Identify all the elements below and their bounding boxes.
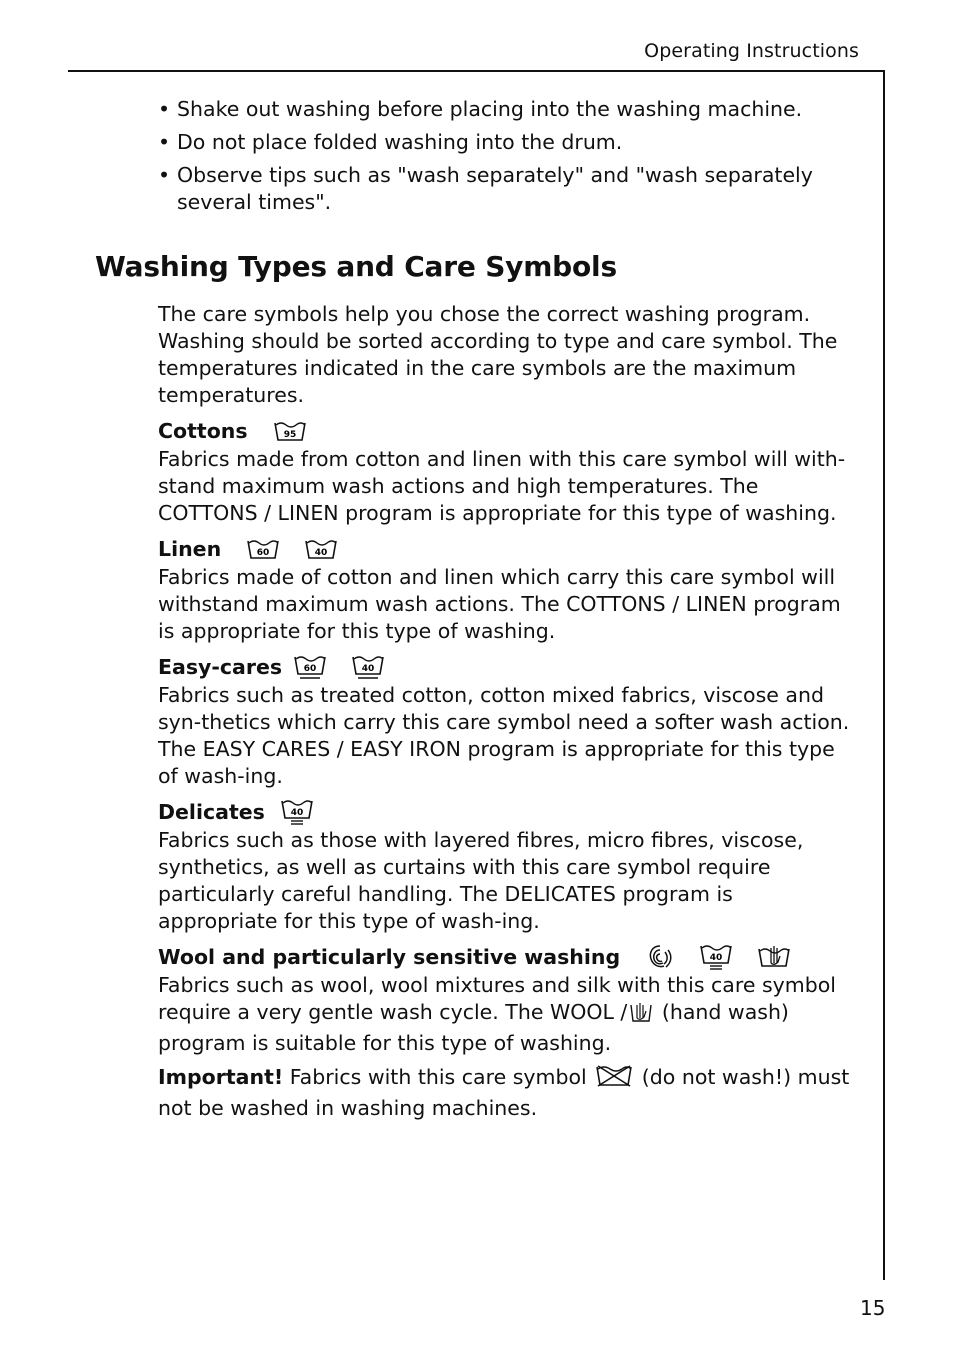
hand-wash-icon — [758, 944, 790, 970]
svg-text:95: 95 — [283, 430, 296, 440]
header-rule — [68, 70, 885, 72]
wash-60-icon — [247, 538, 279, 560]
intro-paragraph: The care symbols help you chose the correct washing program. Washing should be sorted according to type and care symbol. The temperatures indicated in the care symbols are the maximum temperatures. — [158, 302, 838, 407]
margin-rule — [883, 70, 885, 1280]
svg-text:40: 40 — [314, 548, 328, 558]
delicates-block — [158, 797, 858, 935]
list-item: • Shake out washing before placing into the washing machine. — [158, 97, 803, 121]
easycares-text: Fabrics such as treated cotton, cotton mixed fabrics, viscose and syn-thetics which carry this care symbol need a softer wash action. The EASY CARES / EASY IRON program is appropriate for this type of wash-ing. — [158, 683, 850, 788]
wash-40-icon — [305, 538, 337, 560]
wash-40-gentle-icon — [352, 654, 384, 680]
wool-heading: Wool and particularly sensitive washing — [158, 944, 621, 969]
easycares-block — [158, 652, 858, 790]
svg-text:60: 60 — [303, 664, 317, 674]
list-item: • Do not place folded washing into the drum. — [158, 130, 623, 154]
do-not-wash-icon — [595, 1064, 633, 1095]
hand-wash-icon — [629, 1001, 653, 1030]
running-header: Operating Instructions — [644, 40, 859, 62]
svg-text:40: 40 — [290, 808, 304, 818]
wash-40-very-gentle-icon — [281, 798, 313, 826]
delicates-heading: Delicates — [158, 799, 265, 824]
delicates-text: Fabrics such as those with layered fibres, micro fibres, viscose, synthetics, as well as curtains with this care symbol require particularly careful handling. The DELICATES program is appropriate for this type of wash-ing. — [158, 828, 804, 933]
svg-text:60: 60 — [256, 548, 270, 558]
tips-list — [158, 96, 858, 222]
linen-heading: Linen — [158, 536, 222, 561]
wool-text: Fabrics such as wool, wool mixtures and silk with this care symbol require a very gentle wash cycle. The WOOL / (hand wash) program is suitable for this type of washing. — [158, 973, 836, 1055]
wash-95-icon — [274, 420, 306, 442]
section-body — [158, 301, 858, 1129]
easycares-heading: Easy-cares — [158, 654, 283, 679]
svg-text:40: 40 — [361, 664, 375, 674]
wool-mark-icon — [646, 944, 674, 970]
page-number: 15 — [860, 1296, 886, 1320]
cottons-block — [158, 416, 858, 527]
cottons-text: Fabrics made from cotton and linen with this care symbol will with-stand maximum wash actions and high temperatures. The COTTONS / LINEN program is appropriate for this type of washing. — [158, 447, 846, 525]
wash-60-gentle-icon — [294, 654, 326, 680]
svg-text:40: 40 — [709, 953, 723, 963]
wool-block — [158, 942, 858, 1057]
section-title: Washing Types and Care Symbols — [95, 250, 617, 283]
important-label: Important! — [158, 1065, 284, 1089]
cottons-heading: Cottons — [158, 418, 248, 443]
important-note: Important! Fabrics with this care symbol (do not wash!) must not be washed in washing machines. — [158, 1065, 850, 1120]
linen-text: Fabrics made of cotton and linen which carry this care symbol will withstand maximum wash actions. The COTTONS / LINEN program is appropriate for this type of washing. — [158, 565, 841, 643]
wash-40-very-gentle-icon — [700, 943, 732, 971]
list-item: • Observe tips such as "wash separately" and "wash separately several times". — [158, 163, 813, 214]
linen-block — [158, 534, 858, 645]
